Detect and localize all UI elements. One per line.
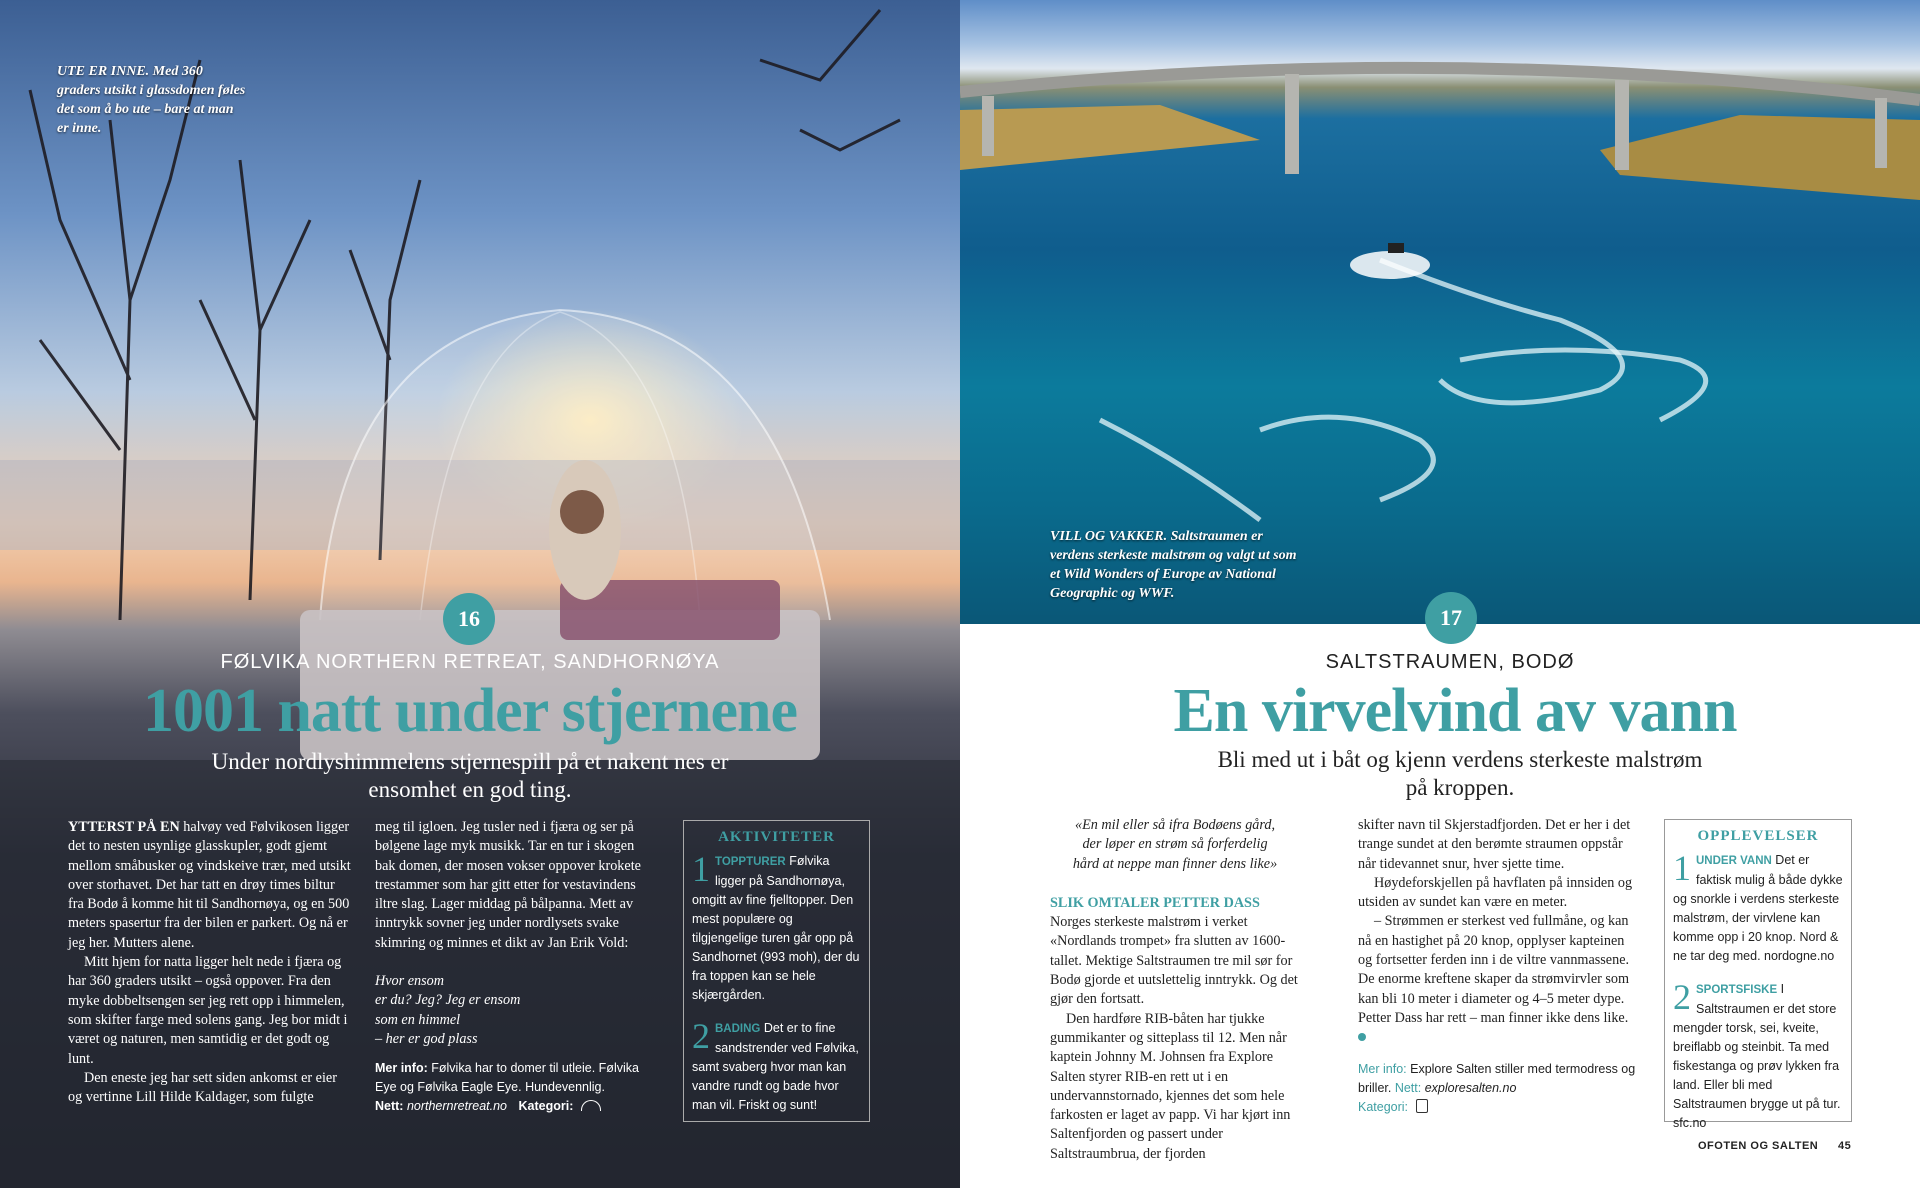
item-keyword: TOPPTURER <box>715 856 786 868</box>
end-mark-icon <box>1358 1033 1366 1041</box>
article-number-badge: 16 <box>443 593 495 645</box>
item-text: Følvika ligger på Sandhornøya, omgitt av fine fjelltopper. Den mest populære og tilgjengelige turen går opp på Sandhornet (993 moh), der du fra toppen kan se hele skjærgården. <box>692 854 860 1002</box>
item-keyword: BADING <box>715 1023 761 1035</box>
poem-line: – her er god plass <box>375 1030 478 1047</box>
item-text: Det er faktisk mulig å både dykke og snorkle i verdens sterkeste malstrøm, der virvlene kan komme opp i 20 knop. Nord & ne tar deg med. nordogne.no <box>1673 853 1843 963</box>
poem <box>375 972 655 1049</box>
location-kicker: FØLVIKA NORTHERN RETREAT, SANDHORNØYA <box>220 651 720 673</box>
item-number: 1 <box>692 849 710 889</box>
item-number: 2 <box>1673 977 1691 1017</box>
info-label: Mer info: <box>375 1061 428 1076</box>
category-label: Kategori: <box>1358 1099 1409 1114</box>
pull-quote: «En mil eller så ifra Bodøens gård, der løper en strøm så forferdelig hård at neppe man finner dens like» <box>1072 817 1278 872</box>
more-info <box>375 1059 655 1116</box>
paragraph: Den hardføre RIB-båten har tjukke gummikanter og sitteplass til 12. Men når kaptein Johnny M. Johnsen fra Explore Salten styrer RIB-en rett ut i en undervannstornado, kjennes det som hele farkosten er laget av papp. Vi har kjørt inn Saltenfjorden og passert under Saltstraumbrua, der fjorden <box>1050 1010 1291 1162</box>
activity-item <box>692 1016 861 1115</box>
section-footer: OFOTEN OG SALTEN <box>1698 1140 1819 1152</box>
activity-item <box>692 849 861 1005</box>
photo-caption-right: VILL OG VAKKER. Saltstraumen er verdens sterkeste malstrøm og valgt ut som et Wild Wonders of Europe av National Geographic og WWF. <box>1050 529 1297 601</box>
experience-item <box>1673 977 1843 1133</box>
web-label: Nett: <box>1394 1080 1422 1095</box>
page-number: 45 <box>1838 1140 1852 1152</box>
poem-line: som en himmel <box>375 1011 461 1028</box>
category-label: Kategori: <box>518 1099 574 1114</box>
maelstrom-photo <box>960 0 1920 624</box>
body-column-1 <box>68 818 354 1107</box>
item-keyword: SPORTSFISKE <box>1696 984 1778 996</box>
item-keyword: UNDER VANN <box>1696 855 1772 867</box>
box-title: OPPLEVELSER <box>1697 828 1819 844</box>
item-number: 1 <box>1673 848 1691 888</box>
info-label: Mer info: <box>1358 1061 1407 1076</box>
experiences-box <box>1664 819 1852 1130</box>
poem-line: er du? Jeg? Jeg er ensom <box>375 992 521 1009</box>
experience-item <box>1673 848 1843 966</box>
item-text: I Saltstraumen er det store mengder torsk, sei, kveite, breiflabb og steinbit. Ta med fiskestanga og prøv lykken fra land. Eller bli med Saltstraumen brygge ut på tur. sfc.no <box>1673 982 1841 1130</box>
more-info <box>1358 1060 1638 1117</box>
web-link[interactable]: northernretreat.no <box>403 1099 508 1114</box>
poem-line: Hvor ensom <box>375 973 444 990</box>
article-number-badge: 17 <box>1425 592 1477 644</box>
right-page <box>960 0 1920 1188</box>
body-column-1 <box>1050 816 1300 1164</box>
paragraph: Høydeforskjellen på havflaten på innsiden og utsiden av sundet kan være en meter. <box>1358 874 1633 911</box>
paragraph: halvøy ved Følvikosen ligger det to nesten usynlige glasskupler, godt gjemt mellom småbusker og vindskeive trær, med utsikt over storhavet. Det har tatt en drøy times biltur fra Bodø å komme hit til Sandhornøya, og en 500 meters spasertur fra der bilen er parkert. Og nå er jeg her. Mutters alene. <box>68 819 351 951</box>
article-deck: Bli med ut i båt og kjenn verdens sterkeste malstrøm på kroppen. <box>1217 747 1703 800</box>
paragraph: Den eneste jeg har sett siden ankomst er eier og vertinne Lill Hilde Kaldager, som fulgte <box>68 1069 337 1106</box>
web-label: Nett: <box>375 1099 404 1114</box>
info-text: Følvika har to domer til utleie. Følvika Eye og Følvika Eagle Eye. Hundevennlig. <box>375 1061 639 1095</box>
lead-in: SLIK OMTALER PETTER DASS <box>1050 894 1260 911</box>
location-kicker: SALTSTRAUMEN, BODØ <box>1325 651 1575 673</box>
lead-in: YTTERST PÅ EN <box>68 819 180 835</box>
paragraph: Norges sterkeste malstrøm i verket «Nordlands trompet» fra slutten av 1600-tallet. Mektige Saltstraumen tre mil sør for Bodø gjorde et uutslettelig inntrykk. Og det gjør den fortsatt. <box>1050 914 1298 1008</box>
box-title: AKTIVITETER <box>718 829 835 845</box>
paragraph: meg til igloen. Jeg tusler ned i fjæra og ser på bølgene lage myk musikk. Tar en tur i skogen bak domen, der mosen vokser oppover krokete trestammer som har gitt etter for vestavindens iltre slag. Lager middag på bålpanna. Mett av inntrykk sovner jeg under nordlysets svake skimring og minnes et dikt av Jan Erik Vold: <box>375 819 641 951</box>
diving-icon <box>1416 1099 1428 1113</box>
paragraph: Mitt hjem for natta ligger helt nede i fjæra og har 360 graders utsikt – også oppover. Fra den myke dobbeltsengen ser jeg rett opp i himmelen, som skifter farge med solens gang. Jeg bor midt i været og naturen, men samtidig er det godt og lunt. <box>68 954 348 1067</box>
activities-box <box>683 820 870 1122</box>
body-column-2 <box>375 818 655 1116</box>
dome-icon <box>581 1100 601 1111</box>
info-text: Explore Salten stiller med termodress og briller. <box>1358 1061 1636 1095</box>
item-number: 2 <box>692 1016 710 1056</box>
body-column-2 <box>1358 816 1638 1117</box>
paragraph-text: – Strømmen er sterkest ved fullmåne, og kan nå en hastighet på 20 knop, opplyser kapteinen og fortsetter ferden inn i de viltre vannmassene. De enorme kreftene skaper da strømvirvler som kan bli 10 meter i diameter og 4–5 meter dype. Petter Dass har rett – man finner ikke dens like. <box>1358 913 1630 1026</box>
paragraph: skifter navn til Skjerstadfjorden. Det er her i det trange sundet at den berømte straumen oppstår når tidevannet snur, hver sjette time. <box>1358 817 1631 872</box>
article-headline: En virvelvind av vann <box>1173 677 1737 745</box>
article-headline: 1001 natt under stjernene <box>142 677 798 745</box>
photo-caption-left: UTE ER INNE. Med 360 graders utsikt i glassdomen føles det som å bo ute – bare at man er inne. <box>57 64 246 136</box>
article-deck: Under nordlyshimmelens stjernespill på et nakent nes er ensomhet en god ting. <box>211 749 729 802</box>
paragraph <box>1358 912 1638 1047</box>
web-link[interactable]: exploresalten.no <box>1421 1080 1517 1095</box>
item-text: Det er to fine sandstrender ved Følvika, samt svaberg hvor man kan vandre rundt og bade hvor man vil. Friskt og sunt! <box>692 1021 859 1112</box>
